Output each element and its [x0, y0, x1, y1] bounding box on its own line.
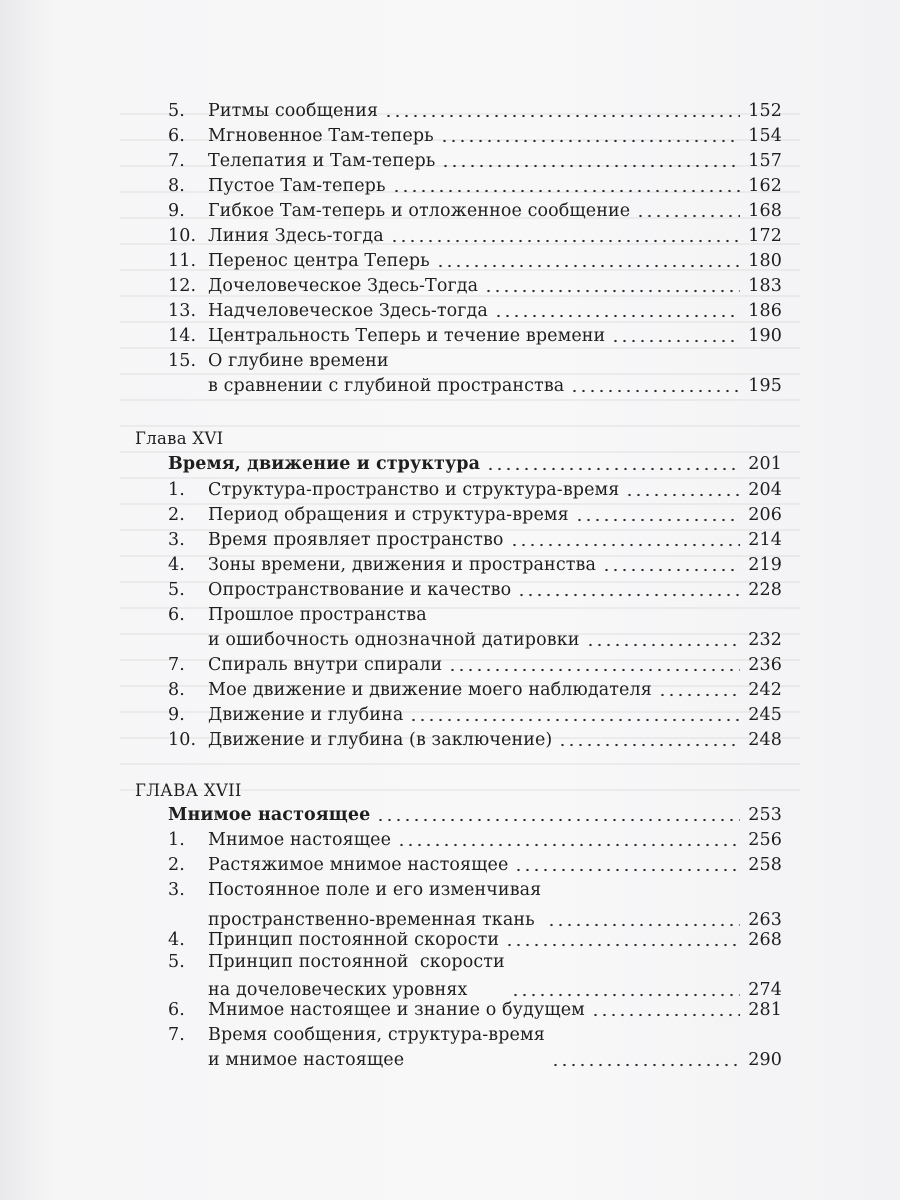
dot-leader [441, 164, 740, 168]
entry-title [208, 1023, 545, 1073]
entry-page: 204 [748, 480, 782, 500]
dot-leader [511, 993, 740, 997]
entry-title: Опространствование и качество [208, 580, 512, 600]
section-title: Время, движение и структура [168, 454, 481, 474]
dot-leader [384, 114, 740, 118]
section-title: Мнимое настоящее [168, 805, 371, 825]
toc-entry-15-13 [168, 299, 782, 324]
entry-page: 268 [748, 930, 782, 950]
entry-number: 8. [168, 680, 185, 700]
toc-entry-16-9 [168, 703, 782, 728]
entry-number: 1. [168, 830, 185, 850]
entry-page: 186 [748, 301, 782, 321]
entry-title: Принцип постоянной скорости [208, 930, 500, 950]
entry-title-line: и мнимое настоящее [208, 1050, 405, 1070]
dot-leader [575, 518, 741, 522]
toc-entry-17-1 [168, 828, 782, 853]
toc-entry-15-7 [168, 149, 782, 174]
entry-page: 290 [748, 1050, 782, 1070]
entry-title: Время проявляет пространство [208, 530, 504, 550]
toc-entry-16-3 [168, 528, 782, 553]
section-page: 201 [748, 454, 782, 474]
chapter-heading-16: Глава XVI [135, 429, 224, 448]
entry-title: Ритмы сообщения [208, 101, 379, 121]
entry-title: Пустое Там-теперь [208, 176, 386, 196]
toc-entry-16-6 [168, 603, 782, 653]
toc-entry-16-1 [168, 478, 782, 503]
entry-page: 245 [748, 705, 782, 725]
entry-page: 152 [748, 101, 782, 121]
entry-page: 258 [748, 855, 782, 875]
toc-entry-16-5 [168, 578, 782, 603]
toc-entry-16-4 [168, 553, 782, 578]
entry-number: 3. [168, 880, 185, 900]
entry-number: 15. [168, 351, 197, 371]
dot-leader [376, 818, 740, 822]
entry-number: 1. [168, 480, 185, 500]
entry-number: 9. [168, 705, 185, 725]
entry-title: Мнимое настоящее [208, 830, 392, 850]
entry-title-line: пространственно-временная ткань [208, 910, 535, 930]
entry-number: 14. [168, 326, 197, 346]
entry-title: Движение и глубина [208, 705, 404, 725]
entry-title: Перенос центра Теперь [208, 251, 430, 271]
toc-entry-15-10 [168, 224, 782, 249]
section-page: 253 [748, 805, 782, 825]
dot-leader [591, 1013, 740, 1017]
dot-leader [602, 568, 740, 572]
entry-page: 168 [748, 201, 782, 221]
toc-entry-15-14 [168, 324, 782, 349]
toc-entry-15-6 [168, 124, 782, 149]
entry-title [208, 603, 580, 653]
dot-leader [494, 314, 740, 318]
entry-title-line: и ошибочность однозначной датировки [208, 630, 580, 650]
entry-page: 214 [748, 530, 782, 550]
entry-page: 206 [748, 505, 782, 525]
entry-number: 6. [168, 605, 185, 625]
dot-leader [392, 189, 741, 193]
entry-title [208, 349, 564, 399]
entry-title: Центральность Теперь и течение времени [208, 326, 606, 346]
entry-number: 7. [168, 1025, 185, 1045]
entry-title: Надчеловеческое Здесь-тогда [208, 301, 488, 321]
entry-title-line: в сравнении с глубиной пространства [208, 376, 565, 396]
entry-number: 13. [168, 301, 197, 321]
toc-entry-17-3 [168, 878, 782, 933]
entry-title: Период обращения и структура-время [208, 505, 569, 525]
entry-page: 232 [748, 630, 782, 650]
entry-number: 5. [168, 101, 185, 121]
entry-page: 274 [748, 980, 782, 1000]
entry-title-line: на дочеловеческих уровнях [208, 980, 468, 1000]
entry-number: 5. [168, 952, 185, 972]
entry-title: Линия Здесь-тогда [208, 226, 384, 246]
entry-number: 4. [168, 555, 185, 575]
entry-page: 190 [748, 326, 782, 346]
toc-entry-17-7 [168, 1023, 782, 1073]
toc-entry-16-8 [168, 678, 782, 703]
toc-entry-15-12 [168, 274, 782, 299]
toc-entry-16-10 [168, 728, 782, 753]
dot-leader [390, 239, 741, 243]
entry-title: Телепатия и Там-теперь [208, 151, 436, 171]
dot-leader [440, 139, 740, 143]
dot-leader [486, 467, 740, 471]
toc-entry-15-11 [168, 249, 782, 274]
entry-page: 172 [748, 226, 782, 246]
dot-leader [586, 643, 741, 647]
dot-leader [658, 693, 740, 697]
entry-number: 2. [168, 505, 185, 525]
entry-title: Спираль внутри спирали [208, 655, 443, 675]
dot-leader [514, 868, 740, 872]
entry-page: 219 [748, 555, 782, 575]
entry-page: 263 [748, 910, 782, 930]
dot-leader [551, 1063, 740, 1067]
dot-leader [558, 743, 740, 747]
entry-number: 4. [168, 930, 185, 950]
dot-leader [397, 843, 740, 847]
entry-number: 3. [168, 530, 185, 550]
toc-entry-17-6 [168, 998, 782, 1023]
entry-page: 180 [748, 251, 782, 271]
entry-title: Зоны времени, движения и пространства [208, 555, 596, 575]
dot-leader [547, 923, 740, 927]
entry-title: Мгновенное Там-теперь [208, 126, 434, 146]
entry-page: 162 [748, 176, 782, 196]
entry-title [208, 950, 505, 1003]
entry-title: Структура-пространство и структура-время [208, 480, 620, 500]
entry-title-line: Прошлое пространства [208, 605, 427, 625]
entry-page: 183 [748, 276, 782, 296]
dot-leader [409, 718, 740, 722]
entry-number: 10. [168, 226, 197, 246]
entry-number: 9. [168, 201, 185, 221]
dot-leader [636, 214, 740, 218]
entry-page: 242 [748, 680, 782, 700]
dot-leader [517, 593, 740, 597]
entry-number: 7. [168, 151, 185, 171]
dot-leader [436, 264, 741, 268]
entry-number: 11. [168, 251, 197, 271]
dot-leader [448, 668, 740, 672]
dot-leader [510, 543, 741, 547]
toc-entry-16-7 [168, 653, 782, 678]
toc-entry-17-2 [168, 853, 782, 878]
dot-leader [611, 339, 740, 343]
entry-page: 157 [748, 151, 782, 171]
toc-entry-15-9 [168, 199, 782, 224]
toc-entry-15-8 [168, 174, 782, 199]
entry-page: 195 [748, 376, 782, 396]
entry-page: 228 [748, 580, 782, 600]
entry-title: Гибкое Там-теперь и отложенное сообщение [208, 201, 631, 221]
dot-leader [625, 493, 740, 497]
entry-number: 5. [168, 580, 185, 600]
entry-number: 7. [168, 655, 185, 675]
section-title-16 [168, 452, 782, 477]
entry-title: Растяжимое мнимое настоящее [208, 855, 509, 875]
entry-number: 2. [168, 855, 185, 875]
entry-title: Движение и глубина (в заключение) [208, 730, 553, 750]
dot-leader [570, 389, 740, 393]
entry-title-line: Принцип постоянной скорости [208, 952, 505, 972]
entry-title-line: Время сообщения, структура-время [208, 1025, 545, 1045]
entry-page: 154 [748, 126, 782, 146]
entry-number: 6. [168, 126, 185, 146]
entry-title-line: Постоянное поле и его изменчивая [208, 880, 542, 900]
toc-entry-15-15 [168, 349, 782, 399]
dot-leader [484, 289, 740, 293]
entry-page: 256 [748, 830, 782, 850]
entry-number: 10. [168, 730, 197, 750]
chapter-heading-17: ГЛАВА XVII [135, 781, 242, 800]
toc-entry-15-5 [168, 99, 782, 124]
entry-page: 248 [748, 730, 782, 750]
entry-title-line: О глубине времени [208, 351, 389, 371]
entry-title [208, 878, 541, 933]
entry-number: 8. [168, 176, 185, 196]
entry-number: 12. [168, 276, 197, 296]
entry-title: Мнимое настоящее и знание о будущем [208, 1000, 585, 1020]
entry-page: 236 [748, 655, 782, 675]
toc-entry-16-2 [168, 503, 782, 528]
toc-entry-17-5 [168, 950, 782, 1003]
dot-leader [505, 943, 740, 947]
entry-title: Мое движение и движение моего наблюдателя [208, 680, 652, 700]
section-title-17 [168, 803, 782, 828]
entry-page: 281 [748, 1000, 782, 1020]
entry-title: Дочеловеческое Здесь-Тогда [208, 276, 479, 296]
entry-number: 6. [168, 1000, 185, 1020]
